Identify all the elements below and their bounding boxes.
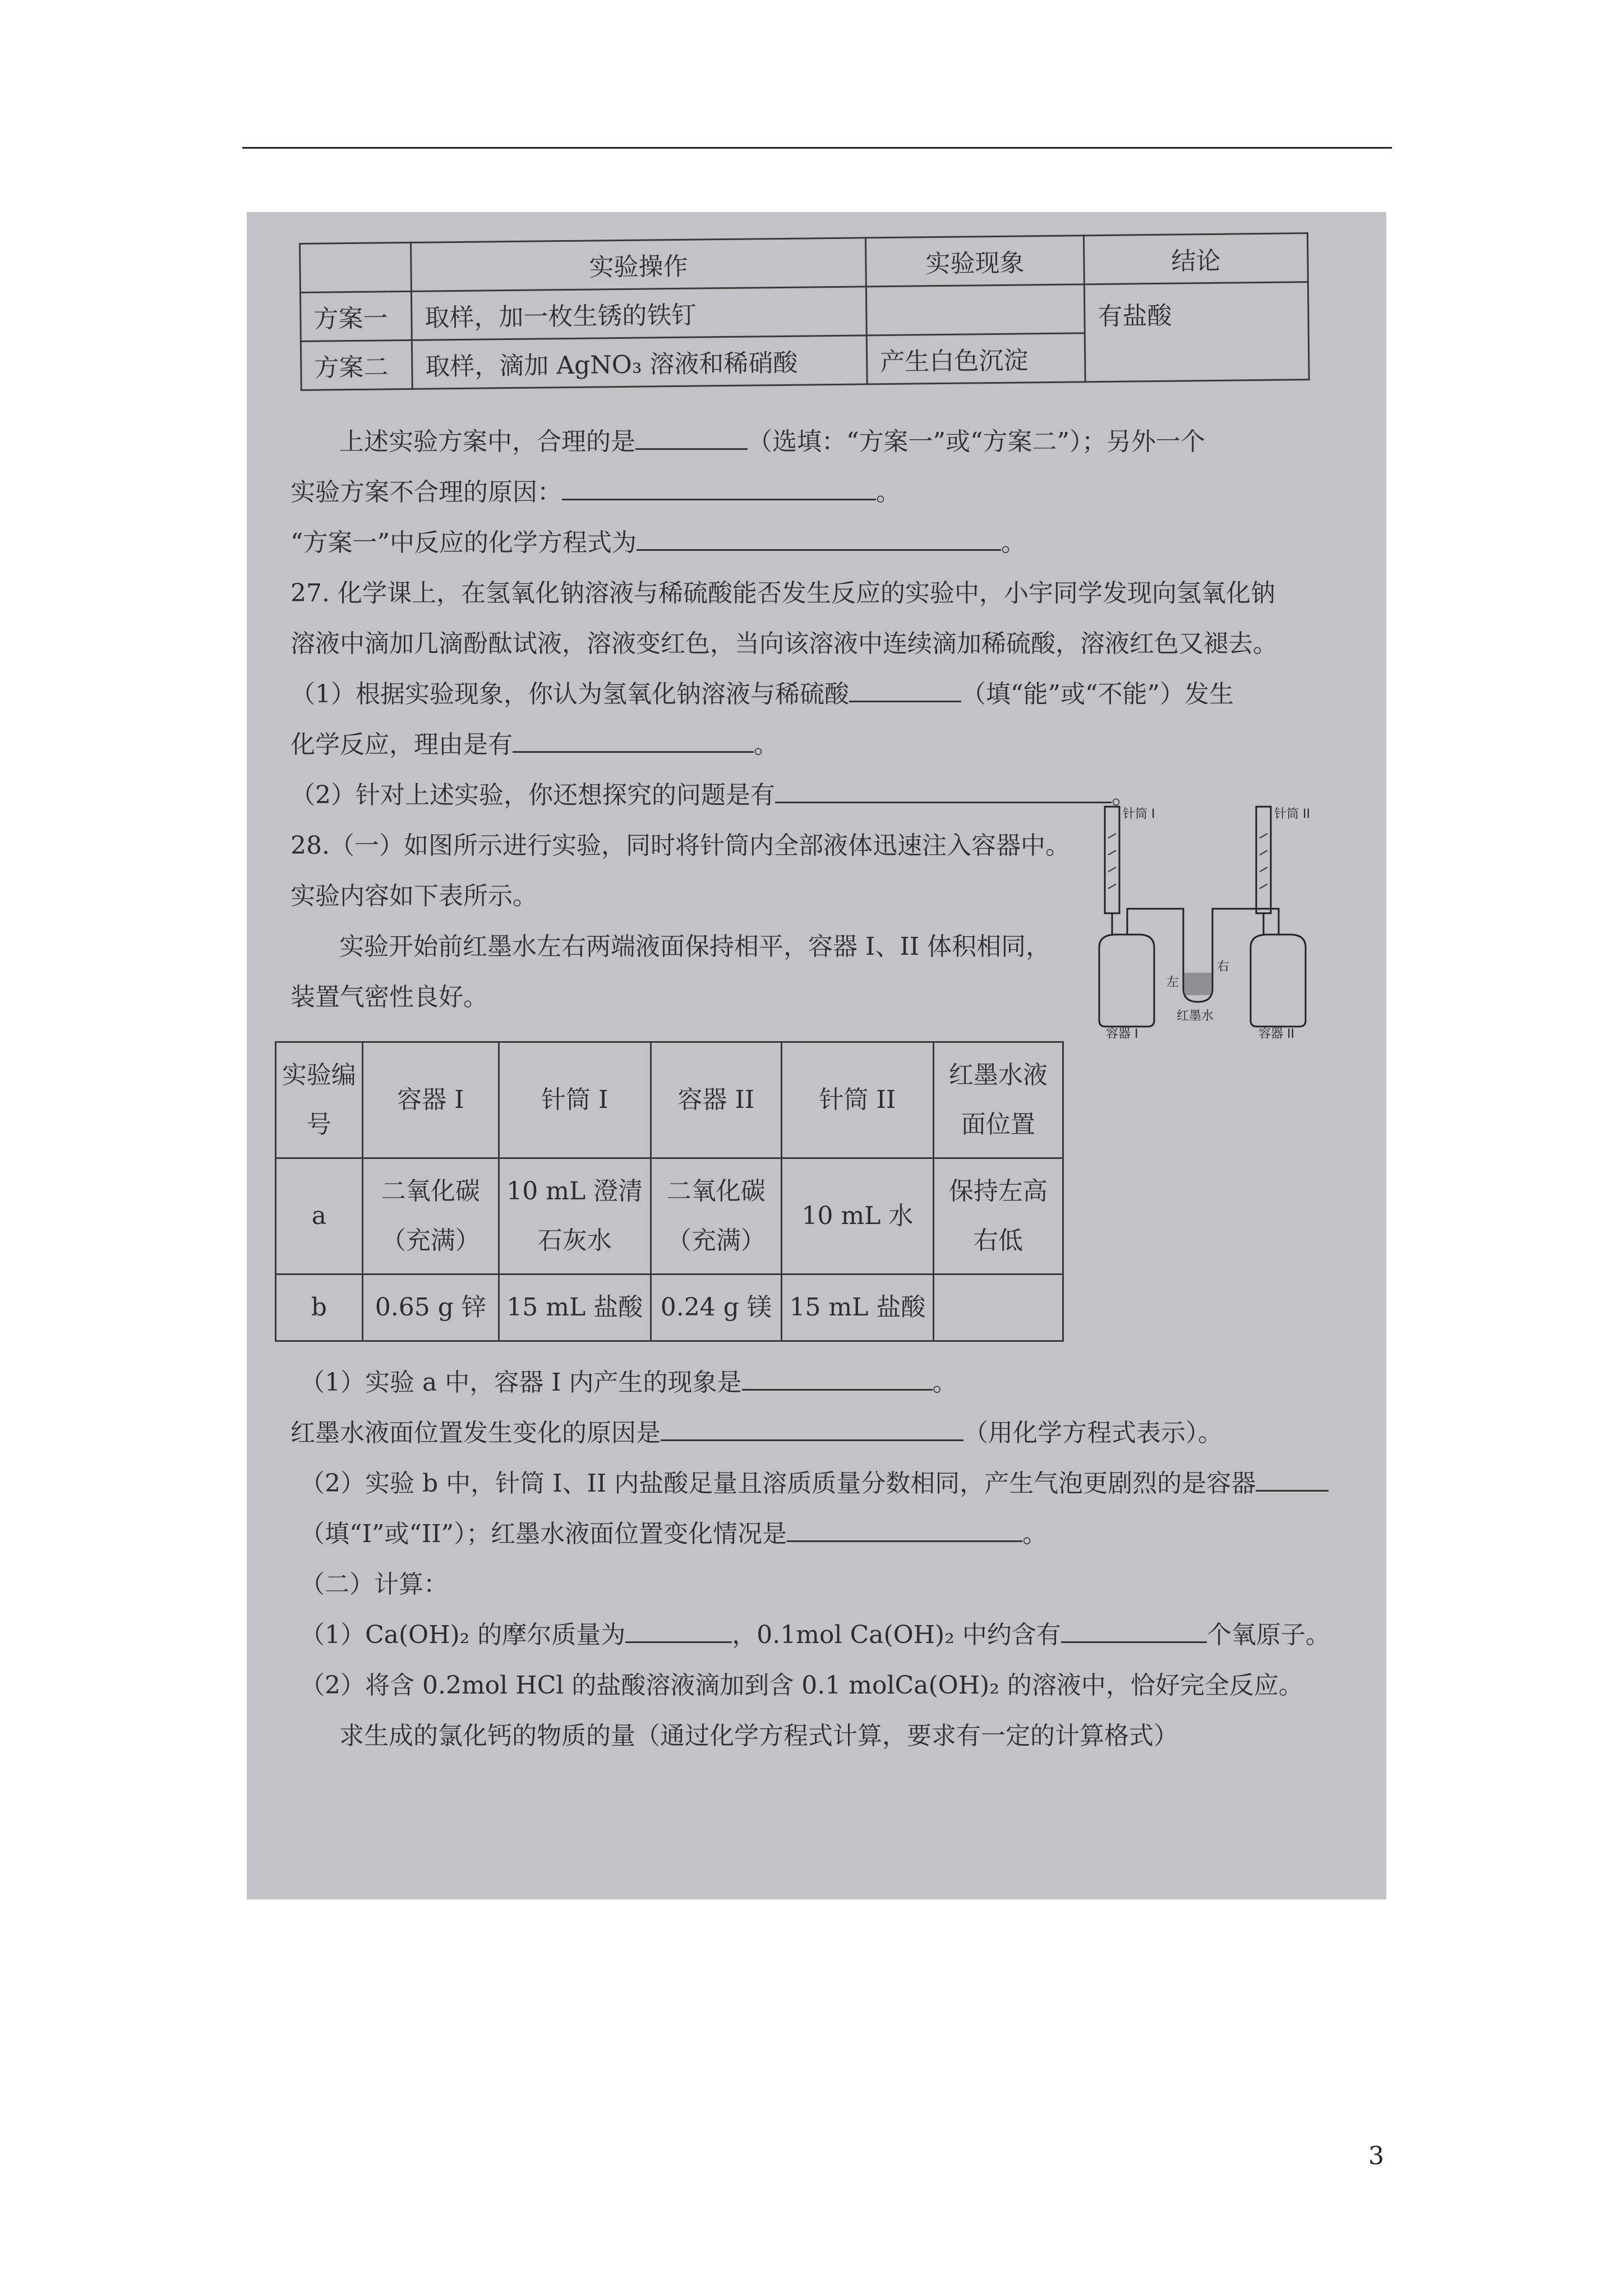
answer-blank[interactable] bbox=[625, 1619, 732, 1643]
table-cell: 取样，加一枚生锈的铁钉 bbox=[411, 287, 866, 340]
question-text: “方案一”中反应的化学方程式为 bbox=[291, 528, 637, 557]
right-label: 右 bbox=[1217, 960, 1230, 974]
table-cell: 产生白色沉淀 bbox=[866, 333, 1085, 384]
header-rule bbox=[242, 147, 1392, 149]
apparatus-svg bbox=[1082, 804, 1329, 1040]
table-cell: 取样，滴加 AgNO₃ 溶液和稀硝酸 bbox=[412, 335, 867, 389]
q26-line1 bbox=[339, 421, 1205, 457]
syringe-2-label: 针筒 II bbox=[1274, 807, 1310, 821]
apparatus-diagram bbox=[1082, 804, 1329, 1040]
q28-line1: 28.（一）如图所示进行实验，同时将针筒内全部液体迅速注入容器中。 bbox=[291, 831, 1070, 860]
conclusion-cell: 有盐酸 bbox=[1084, 282, 1309, 382]
table-cell: b bbox=[276, 1274, 363, 1341]
question-text: （2）实验 b 中，针筒 I、II 内盐酸足量且溶质质量分数相同，产生气泡更剧烈的是容器 bbox=[300, 1469, 1256, 1498]
q27-line5 bbox=[291, 775, 1136, 811]
q27-line3 bbox=[291, 674, 1234, 710]
table-row bbox=[276, 1274, 1063, 1341]
answer-blank[interactable] bbox=[742, 1366, 933, 1391]
question-text: 。 bbox=[876, 478, 901, 507]
q28-sub2-line2 bbox=[300, 1513, 1047, 1549]
answer-blank[interactable] bbox=[1256, 1467, 1329, 1492]
table-cell bbox=[866, 284, 1085, 335]
table-header-cell: 实验编号 bbox=[276, 1042, 363, 1158]
table-cell: 10 mL 水 bbox=[782, 1158, 934, 1274]
q26-line2 bbox=[291, 472, 901, 508]
table-cell: 二氧化碳（充满） bbox=[362, 1158, 499, 1274]
table-header-cell: 红墨水液面位置 bbox=[933, 1042, 1063, 1158]
question-text: （选填：“方案一”或“方案二”）；另外一个 bbox=[748, 427, 1205, 456]
question-text: 。 bbox=[1112, 781, 1136, 809]
table-header-cell: 针筒 I bbox=[499, 1042, 651, 1158]
question-text: （1）Ca(OH)₂ 的摩尔质量为 bbox=[300, 1621, 626, 1649]
table-cell: 保持左高右低 bbox=[933, 1158, 1063, 1274]
table-cell bbox=[300, 242, 412, 292]
question-text: 上述实验方案中，合理的是 bbox=[339, 427, 635, 456]
answer-blank[interactable] bbox=[1061, 1619, 1207, 1643]
answer-blank[interactable] bbox=[513, 729, 754, 753]
container-2-label: 容器 II bbox=[1258, 1027, 1294, 1040]
calc-q2-instruction: 求生成的氯化钙的物质的量（通过化学方程式计算，要求有一定的计算格式） bbox=[339, 1722, 1178, 1750]
question-text: （1）根据实验现象，你认为氢氧化钠溶液与稀硫酸 bbox=[291, 680, 849, 708]
answer-blank[interactable] bbox=[787, 1518, 1022, 1542]
syringe-2 bbox=[1256, 807, 1271, 913]
answer-blank[interactable] bbox=[775, 779, 1112, 803]
question-text: （用化学方程式表示）。 bbox=[963, 1419, 1223, 1447]
q27-line1: 27. 化学课上，在氢氧化钠溶液与稀硫酸能否发生反应的实验中，小宇同学发现向氢氧化钠 bbox=[291, 579, 1275, 608]
question-text: （2）针对上述实验，你还想探究的问题是有 bbox=[291, 781, 775, 809]
table-header-cell: 容器 II bbox=[651, 1042, 782, 1158]
table-cell: a bbox=[276, 1158, 363, 1274]
ink-label: 红墨水 bbox=[1177, 1009, 1214, 1023]
q26-line3 bbox=[291, 522, 1026, 558]
question-text: 。 bbox=[1022, 1520, 1048, 1548]
calc-q2: （2）将含 0.2mol HCl 的盐酸溶液滴加到含 0.1 molCa(OH)₂ 的溶液中，恰好完全反应。 bbox=[300, 1671, 1303, 1700]
answer-blank[interactable] bbox=[562, 476, 876, 500]
table-header-cell: 结论 bbox=[1083, 233, 1308, 284]
table-header-cell: 实验现象 bbox=[865, 236, 1084, 287]
q27-line4 bbox=[291, 724, 778, 760]
answer-blank[interactable] bbox=[661, 1417, 963, 1441]
experiment-data-table bbox=[275, 1041, 1064, 1342]
exam-photo bbox=[247, 212, 1386, 1899]
q28-sub1-line2 bbox=[291, 1412, 1223, 1448]
table-cell: 15 mL 盐酸 bbox=[782, 1274, 934, 1341]
table-cell: 0.24 g 镁 bbox=[651, 1274, 782, 1341]
question-text: 。 bbox=[1001, 528, 1026, 557]
table-header-row bbox=[276, 1042, 1063, 1158]
table-header-cell: 容器 I bbox=[362, 1042, 499, 1158]
table-cell bbox=[933, 1274, 1063, 1341]
question-text: 实验方案不合理的原因： bbox=[291, 478, 562, 507]
syringe-1-label: 针筒 I bbox=[1123, 807, 1155, 821]
answer-blank[interactable] bbox=[849, 678, 961, 702]
question-text: （1）实验 a 中，容器 I 内产生的现象是 bbox=[300, 1368, 742, 1397]
page-number: 3 bbox=[1368, 2142, 1384, 2170]
calc-q1 bbox=[300, 1614, 1330, 1650]
container-1 bbox=[1099, 935, 1154, 1027]
syringe-1 bbox=[1105, 807, 1119, 913]
left-label: 左 bbox=[1166, 976, 1179, 990]
q28-sub1-line1 bbox=[300, 1362, 957, 1398]
question-text: 个氧原子。 bbox=[1206, 1621, 1330, 1649]
table-cell: 10 mL 澄清石灰水 bbox=[499, 1158, 651, 1274]
answer-blank[interactable] bbox=[637, 527, 1001, 551]
q28-line3: 实验开始前红墨水左右两端液面保持相平，容器 I、II 体积相同， bbox=[339, 932, 1051, 961]
calc-title: （二）计算： bbox=[300, 1570, 448, 1599]
table-header-cell: 针筒 II bbox=[782, 1042, 934, 1158]
question-text: 化学反应，理由是有 bbox=[291, 730, 513, 759]
q27-line2: 溶液中滴加几滴酚酞试液，溶液变红色，当向该溶液中连续滴加稀硫酸，溶液红色又褪去。 bbox=[291, 629, 1278, 658]
question-text: ，0.1mol Ca(OH)₂ 中约含有 bbox=[732, 1621, 1061, 1649]
question-text: （填“能”或“不能”）发生 bbox=[961, 680, 1234, 708]
table-cell: 15 mL 盐酸 bbox=[499, 1274, 651, 1341]
question-text: （填“I”或“II”）；红墨水液面位置变化情况是 bbox=[300, 1520, 787, 1548]
container-2 bbox=[1251, 935, 1306, 1027]
table-row bbox=[276, 1158, 1063, 1274]
question-text: 红墨水液面位置发生变化的原因是 bbox=[291, 1419, 661, 1447]
q28-sub2-line1 bbox=[300, 1463, 1329, 1499]
question-text: 。 bbox=[754, 730, 778, 759]
table-header-cell: 实验操作 bbox=[411, 238, 866, 291]
container-1-label: 容器 I bbox=[1106, 1027, 1138, 1040]
q28-line2: 实验内容如下表所示。 bbox=[291, 882, 537, 910]
experiment-plan-table bbox=[299, 232, 1310, 391]
question-text: 。 bbox=[932, 1368, 957, 1397]
answer-blank[interactable] bbox=[635, 426, 748, 450]
table-cell: 方案二 bbox=[301, 340, 412, 390]
table-cell: 方案一 bbox=[300, 291, 412, 341]
table-cell: 0.65 g 锌 bbox=[362, 1274, 499, 1341]
q28-line4: 装置气密性良好。 bbox=[291, 983, 488, 1011]
table-row bbox=[300, 282, 1308, 342]
table-cell: 二氧化碳（充满） bbox=[651, 1158, 782, 1274]
